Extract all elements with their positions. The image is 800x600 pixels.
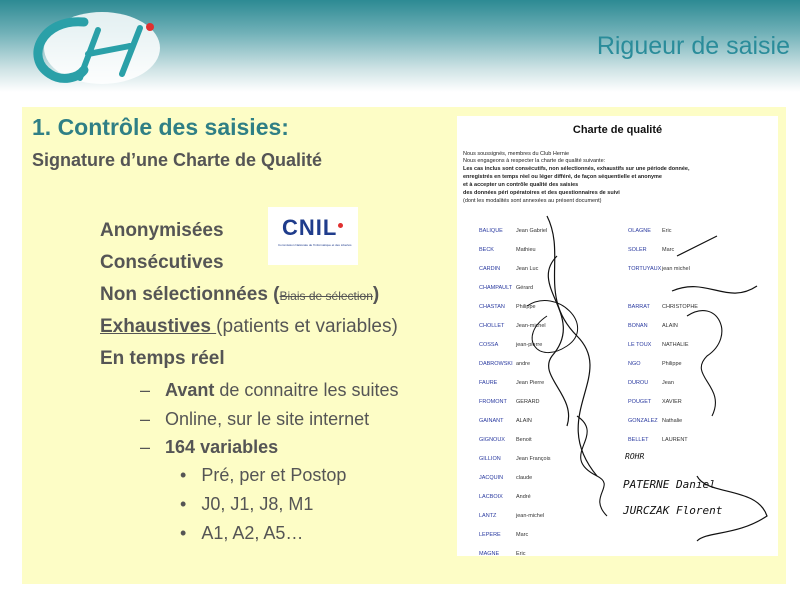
signatory-lastname: BONAN [628,323,648,329]
quality-charter-document [457,116,778,556]
signatory-firstname: CHRISTOPHE [662,304,698,310]
item-consecutives: Consécutives [100,252,224,273]
signatory-lastname: CARDIN [479,266,501,272]
handwritten-name: PATERNE Daniel [623,478,716,491]
bullet-item: • A1, A2, A5… [180,523,304,543]
item-non-selectionnees: Non sélectionnées (Biais de sélection) [100,284,380,305]
signatory-lastname: OLAGNE [628,228,651,234]
signatory-firstname: Eric [516,551,526,556]
slide-title: Rigueur de saisie [596,32,790,60]
signatory-lastname: BARRAT [628,304,650,310]
signature-scribble [527,301,578,353]
signatory-firstname: Benoit [516,437,532,443]
signature-scribble [577,416,607,516]
item-anonymisees: Anonymisées [100,220,224,241]
item-temps-reel: En temps réel [100,348,225,369]
handwritten-name: ROHR [625,452,645,461]
signatory-firstname: Jean Gabriel [516,228,548,234]
signatory-firstname: Nathalie [662,418,683,424]
charter-intro-line: Nous soussignés, membres du Club Hernie [463,151,570,157]
signatory-lastname: JACQUIN [479,475,504,481]
charter-intro-line: Nous engageons à respecter la charte de qualité suivante: [463,158,606,164]
signatory-lastname: BELLET [628,437,649,443]
charter-intro-line: (dont les modalités sont annexées au présent document) [463,198,602,204]
signatory-firstname: Mathieu [516,247,536,253]
signatory-lastname: COSSA [479,342,499,348]
signatory-firstname: GERARD [516,399,540,405]
cnil-tagline: Commission Nationale de l'Informatique et des Libertés [278,243,352,247]
bullet-item: • J0, J1, J8, M1 [180,494,314,514]
signatory-lastname: DABROWSKI [479,361,513,367]
subitem-variables: – 164 variables [140,437,279,457]
signatory-firstname: jean michel [662,266,690,272]
signature-scribble [687,311,722,416]
logo [22,8,172,88]
signatory-firstname: Jean Luc [516,266,539,272]
signatory-firstname: André [516,494,531,500]
header-banner [0,0,800,92]
section-subheading: Signature d’une Charte de Qualité [32,150,323,170]
signatory-firstname: Jean Pierre [516,380,545,386]
handwritten-name: JURCZAK Florent [623,504,723,517]
signatory-lastname: CHASTAN [479,304,505,310]
signatory-lastname: FAURE [479,380,498,386]
signatory-firstname: Gérard [516,285,534,291]
signatory-lastname: CHAMPAULT [479,285,513,291]
signatory-lastname: SOLER [628,247,647,253]
signatory-lastname: GONZALEZ [628,418,658,424]
bias-note: Biais de sélection [279,289,373,303]
cnil-logo-text: CNIL [282,215,338,240]
cnil-dot [338,223,343,228]
signatory-firstname: andre [516,361,531,367]
signatory-lastname: MAGNE [479,551,500,556]
charter-intro-line: des données péri opératoires et des questionnaires de suivi [463,190,620,196]
signatory-lastname: CHOLLET [479,323,505,329]
signatory-firstname: Marc [662,247,675,253]
signatory-lastname: BECK [479,247,494,253]
signatory-firstname: Marc [516,532,529,538]
signatory-lastname: BALIQUE [479,228,503,234]
signatory-firstname: jean-pierre [516,342,543,348]
signature-scribble [672,236,757,293]
charter-intro-line: et à accepter un contrôle qualité des saisies [463,182,579,188]
signature-scribble [548,256,568,426]
signatory-firstname: Jean-michel [516,323,546,329]
signatory-lastname: NGO [628,361,641,367]
signatory-lastname: GILLION [479,456,501,462]
signatory-lastname: GAINANT [479,418,504,424]
subitem-online: – Online, sur le site internet [140,409,370,429]
signatory-firstname: Eric [662,228,672,234]
signatory-lastname: DUROU [628,380,649,386]
signatory-firstname: jean-michel [516,513,545,519]
signatory-firstname: ALAIN [662,323,678,329]
signatory-firstname: XAVIER [662,399,682,405]
signature-scribble [547,216,597,476]
logo-dot [146,23,154,31]
signatory-firstname: Jean [662,380,674,386]
charter-title: Charte de qualité [572,124,663,136]
signatory-lastname: FROMONT [479,399,507,405]
signatory-firstname: claude [516,475,533,481]
signatory-firstname: Philippe [516,304,536,310]
bullet-item: • Pré, per et Postop [180,465,347,485]
section-heading: 1. Contrôle des saisies: [32,114,289,140]
signatory-lastname: TORTUYAUX [628,266,662,272]
signatory-lastname: LACBOIX [479,494,503,500]
signatory-lastname: LANTZ [479,513,497,519]
signatory-lastname: POUGET [628,399,652,405]
signatory-firstname: ALAIN [516,418,532,424]
signatory-firstname: NATHALIE [662,342,689,348]
signatory-lastname: GIGNOUX [479,437,505,443]
signatory-lastname: LEPERE [479,532,501,538]
charter-intro-line: Les cas inclus sont consécutifs, non sélectionnés, exhaustifs sur une période donnée, [463,166,690,172]
signatory-firstname: Philippe [662,361,682,367]
item-exhaustives: Exhaustives (patients et variables) [100,316,398,337]
signature-scribbles [457,116,778,556]
signatory-firstname: Jean François [516,456,551,462]
charter-intro-line: enregistrés en temps réel ou léger différé, de façon séquentielle et anonyme [463,174,662,180]
signatory-lastname: LE TOUX [628,342,652,348]
cnil-logo [268,207,358,265]
subitem-avant: – Avant de connaitre les suites [140,380,399,400]
signatory-firstname: LAURENT [662,437,688,443]
